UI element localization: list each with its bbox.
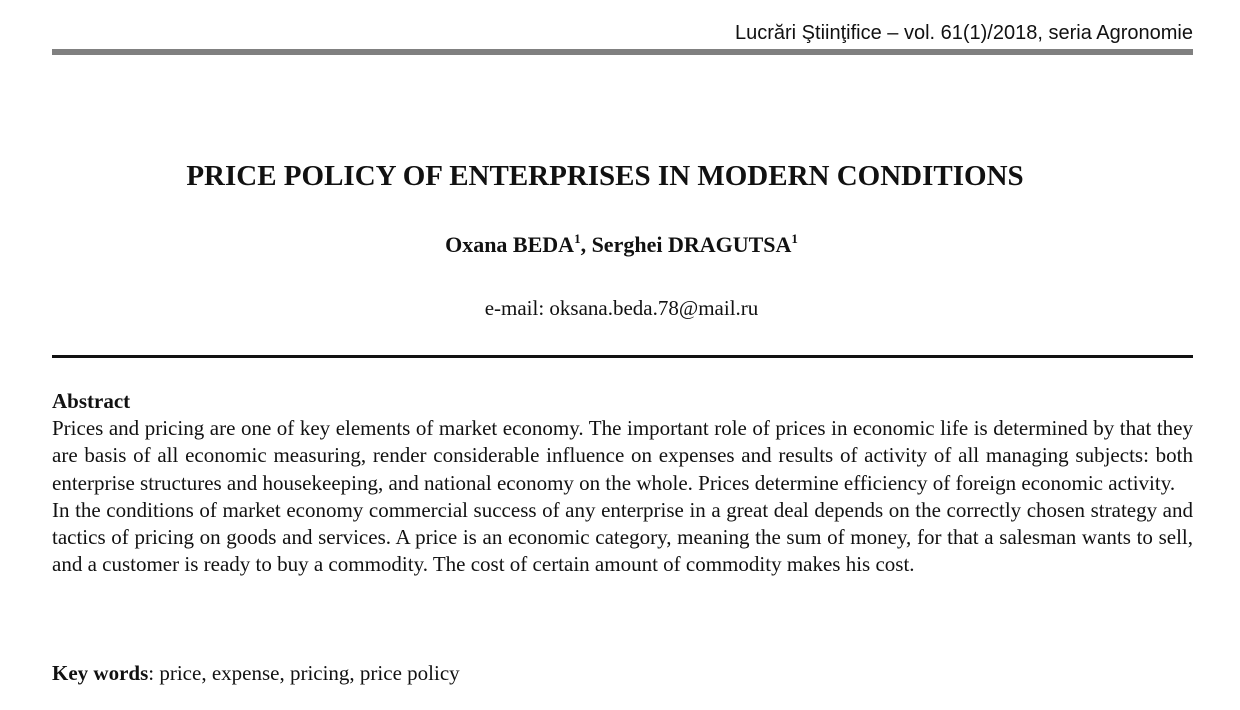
author-name: Oxana BEDA: [445, 232, 575, 257]
section-rule: [52, 355, 1193, 358]
running-header: Lucrări Ştiinţifice – vol. 61(1)/2018, seria Agronomie: [734, 22, 1193, 44]
header-rule: [52, 49, 1193, 55]
paper-title: PRICE POLICY OF ENTERPRISES IN MODERN CONDITIONS: [186, 160, 1024, 192]
keywords-separator: :: [148, 661, 160, 685]
author-list: [0, 231, 1240, 262]
keywords-label: Key words: [52, 661, 149, 685]
keywords-text: price, expense, pricing, price policy: [159, 661, 460, 685]
author-affiliation: 1: [574, 231, 581, 246]
abstract-paragraph: Prices and pricing are one of key elements of market economy. The important role of prices in economic life is determined by that they are basis of all economic measuring, render considerable influence on expenses and results of activity of all managing subjects: both enterprise structures and housekeeping, and national economy on the whole. Prices determine efficiency of foreign economic activity.: [52, 416, 1193, 495]
author-separator: ,: [580, 232, 592, 257]
abstract-heading: Abstract: [52, 389, 131, 413]
author-email: e-mail: oksana.beda.78@mail.ru: [484, 296, 759, 320]
keywords-section: [52, 660, 1193, 687]
abstract-section: [52, 388, 1193, 578]
author-name: Serghei DRAGUTSA: [591, 232, 792, 257]
author-affiliation: 1: [791, 231, 798, 246]
abstract-paragraph: In the conditions of market economy commercial success of any enterprise in a great deal depends on the correctly chosen strategy and tactics of pricing on goods and services. A price is an economic category, meaning the sum of money, for that a salesman wants to sell, and a customer is ready to buy a commodity. The cost of certain amount of commodity makes his cost.: [52, 497, 1193, 577]
